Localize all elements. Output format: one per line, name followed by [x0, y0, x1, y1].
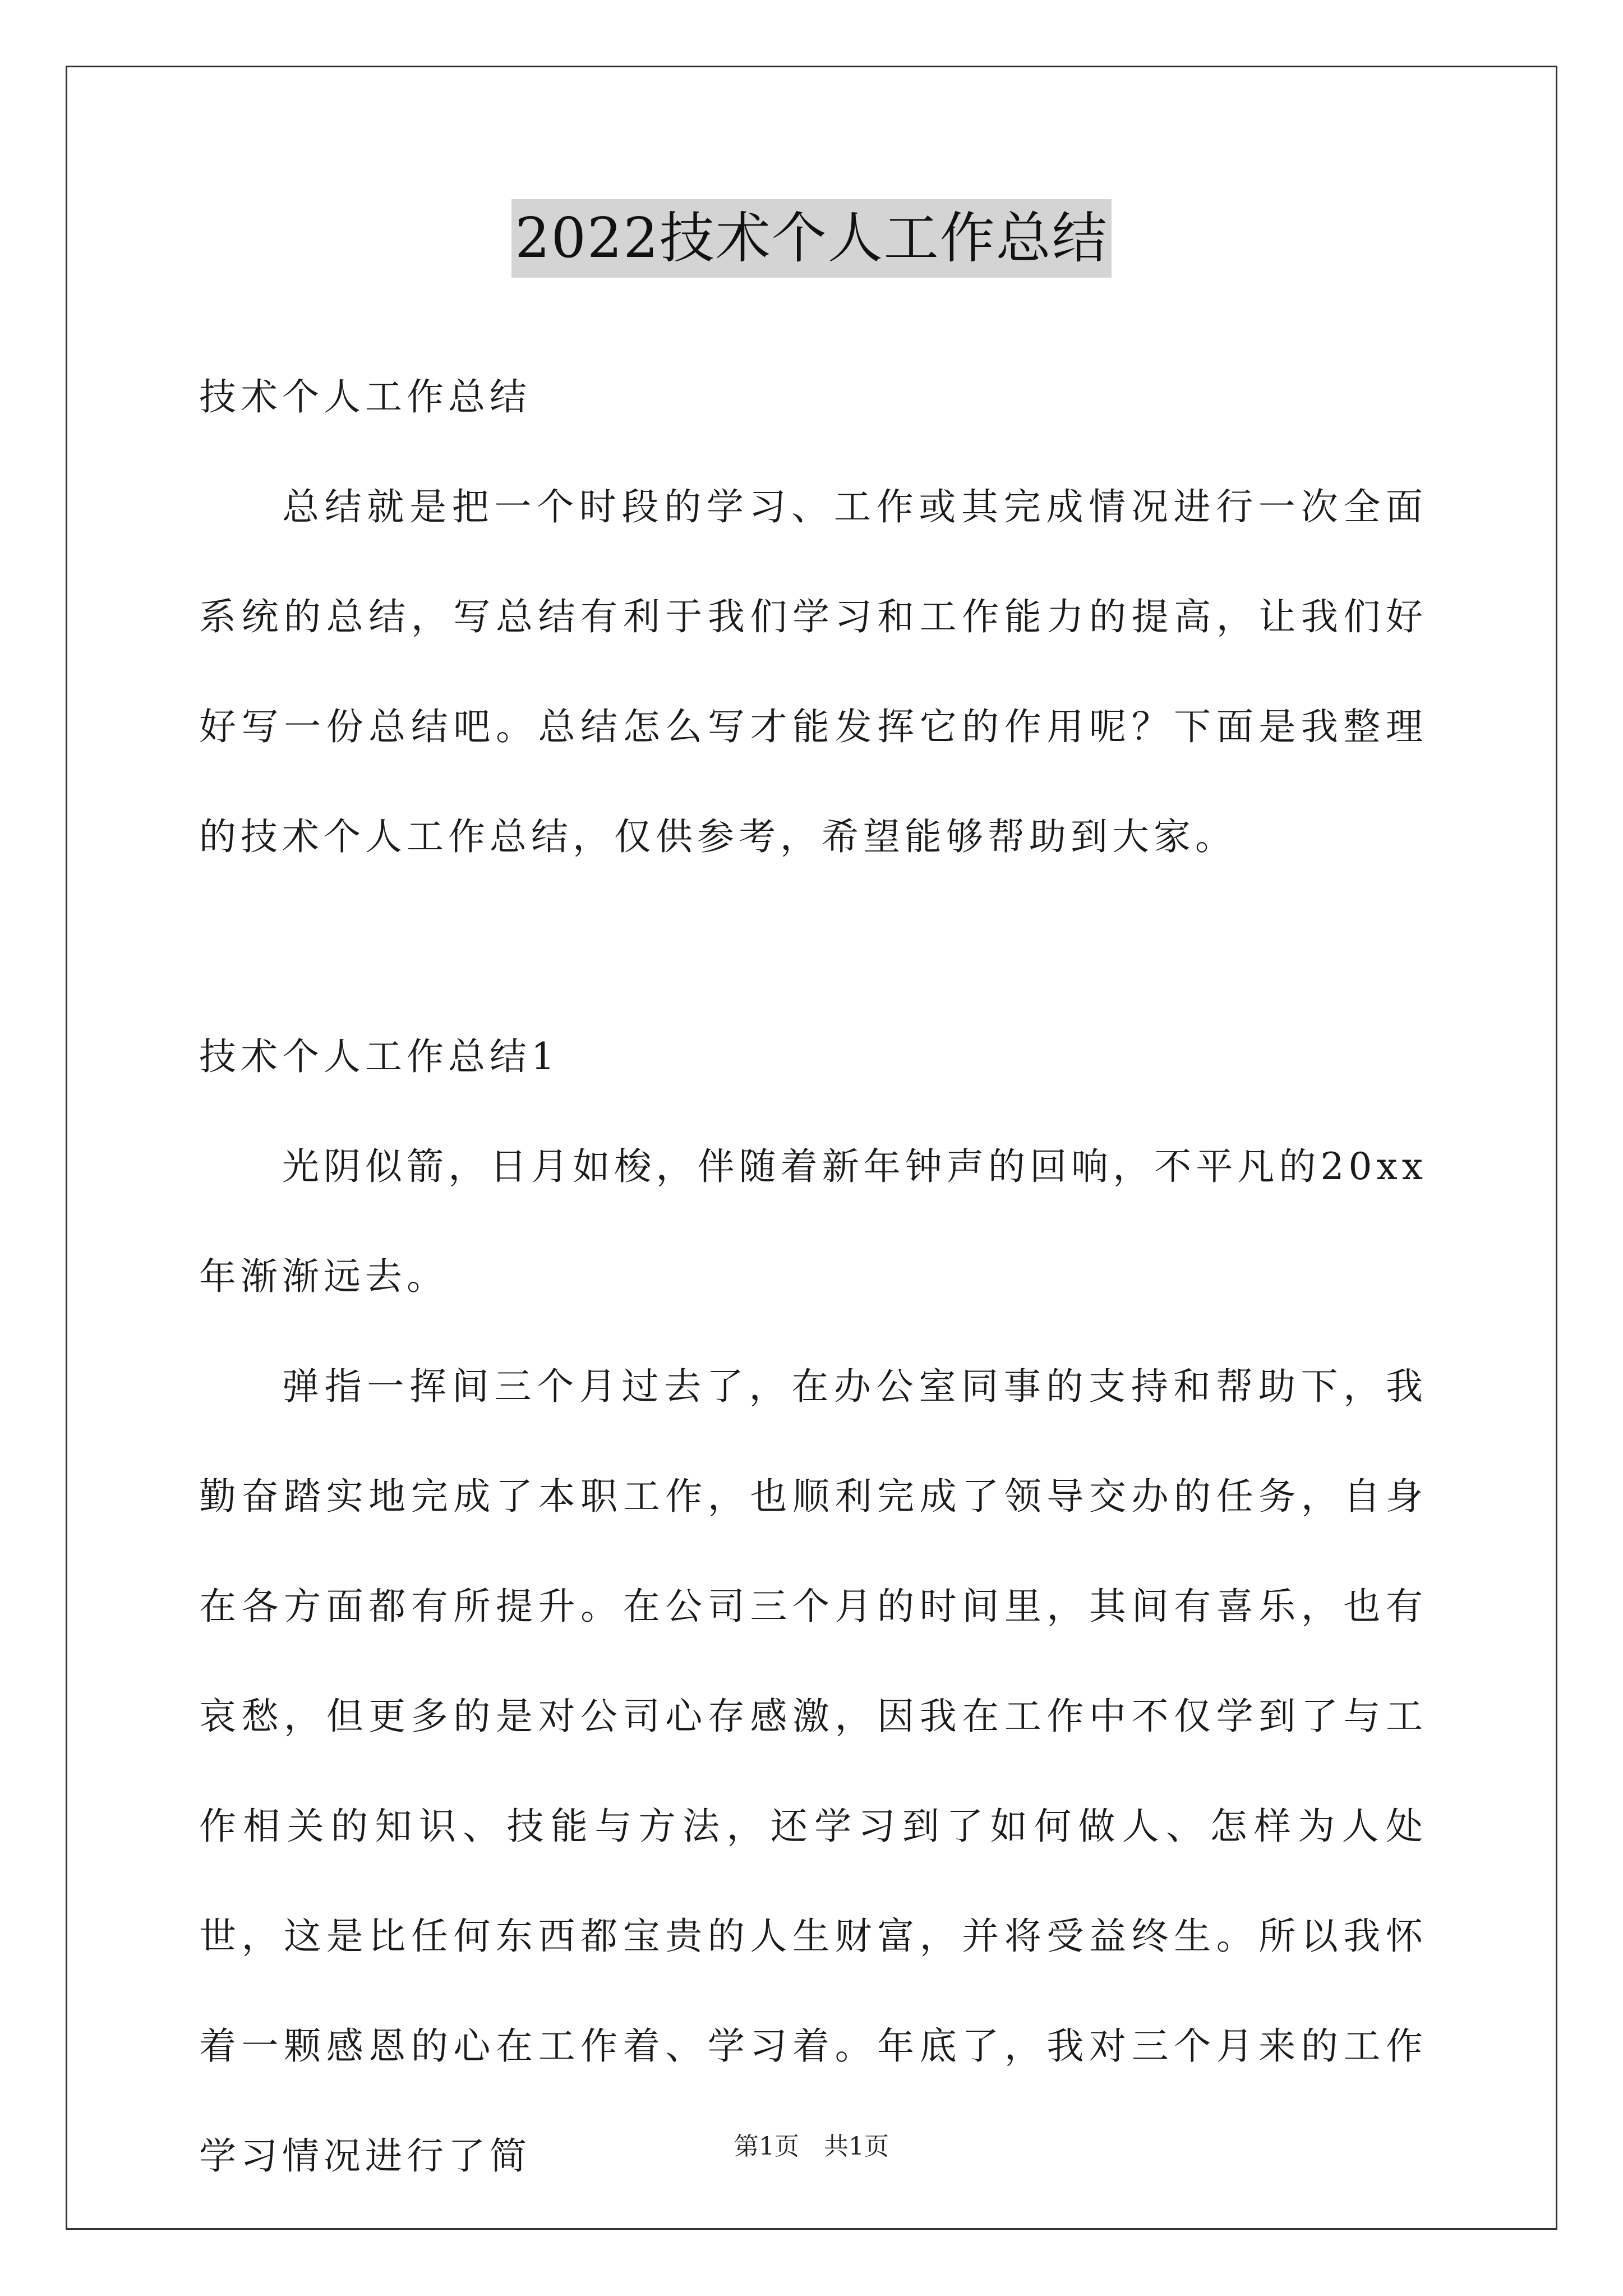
document-body: [199, 342, 1427, 2211]
body-paragraph: 弹指一挥间三个月过去了，在办公室同事的支持和帮助下，我勤奋踏实地完成了本职工作，也顺利完成了领导交办的任务，自身在各方面都有所提升。在公司三个月的时间里，其间有喜乐，也有哀愁，但更多的是对公司心存感激，因我在工作中不仅学到了与工作相关的知识、技能与方法，还学习到了如何做人、怎样为人处世，这是比任何东西都宝贵的人生财富，并将受益终生。所以我怀着一颗感恩的心在工作着、学习着。年底了，我对三个月来的工作学习情况进行了简: [199, 1365, 1427, 2178]
page-number-footer: 第1页 共1页: [734, 2132, 889, 2161]
title-area: [0, 199, 1623, 278]
document-title: 2022技术个人工作总结: [511, 199, 1111, 278]
blank-line: [199, 892, 1427, 1002]
body-paragraph: 总结就是把一个时段的学习、工作或其完成情况进行一次全面系统的总结，写总结有利于我们学习和工作能力的提高，让我们好好写一份总结吧。总结怎么写才能发挥它的作用呢？下面是我整理的技术个人工作总结，仅供参考，希望能够帮助到大家。: [199, 485, 1427, 858]
section-heading: 技术个人工作总结1: [199, 1035, 559, 1078]
body-paragraph: 光阴似箭，日月如梭，伴随着新年钟声的回响，不平凡的20xx年渐渐远去。: [199, 1145, 1427, 1298]
section-heading: 技术个人工作总结: [199, 375, 531, 418]
